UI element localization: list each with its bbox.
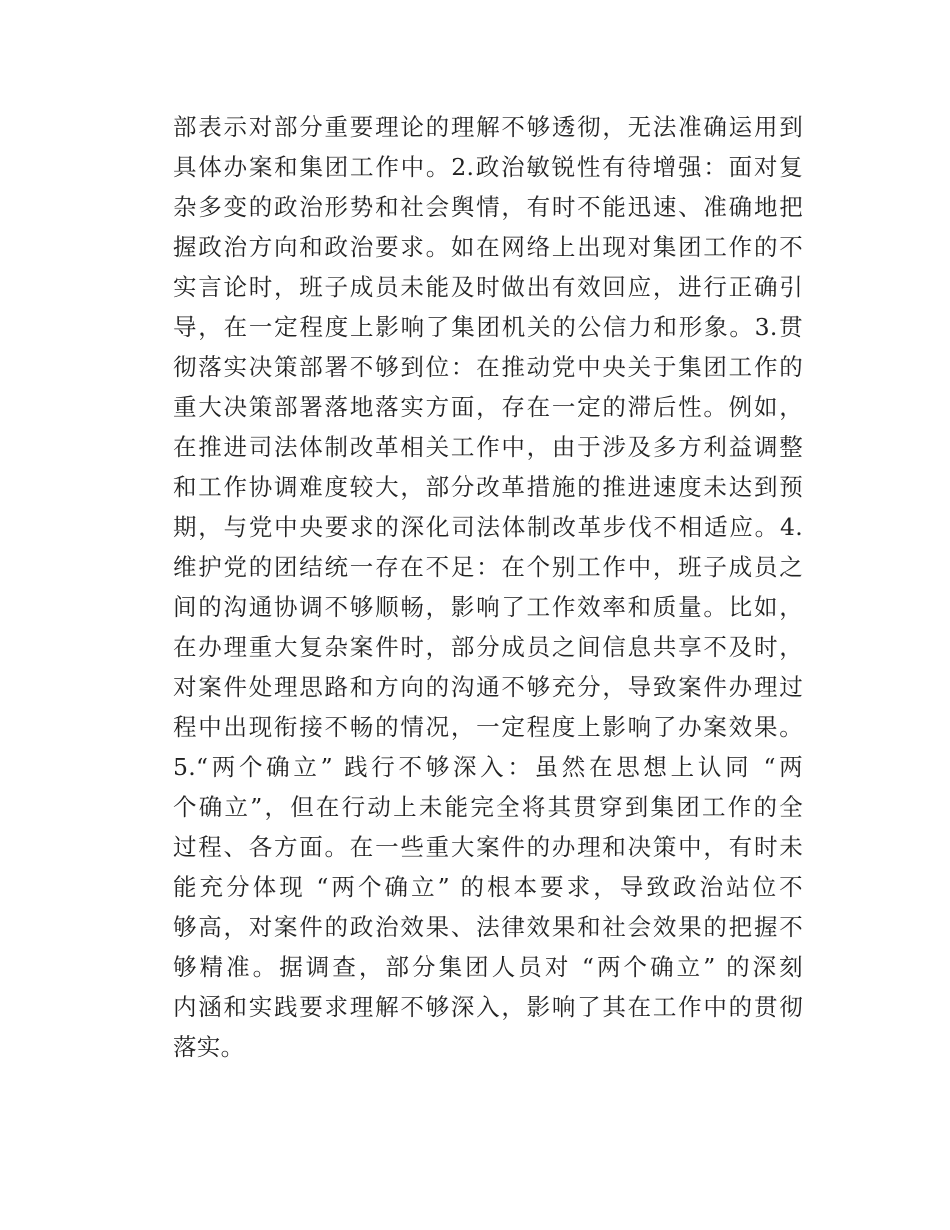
text-line: 和工作协调难度较大，部分改革措施的推进速度未达到预	[173, 473, 803, 501]
text-line: 维护党的团结统一存在不足：在个别工作中，班子成员之	[173, 553, 803, 581]
text-line: 对案件处理思路和方向的沟通不够充分，导致案件办理过	[173, 673, 803, 701]
text-line: 间的沟通协调不够顺畅，影响了工作效率和质量。比如，	[173, 593, 803, 621]
text-line: 够高，对案件的政治效果、法律效果和社会效果的把握不	[173, 913, 803, 941]
text-line: 5.“两个确立” 践行不够深入：虽然在思想上认同 “两	[173, 753, 803, 781]
text-line: 重大决策部署落地落实方面，存在一定的滞后性。例如，	[173, 393, 803, 421]
text-line: 实言论时，班子成员未能及时做出有效回应，进行正确引	[173, 273, 803, 301]
body-text	[173, 107, 803, 1067]
text-line: 期，与党中央要求的深化司法体制改革步伐不相适应。4.	[173, 513, 803, 541]
text-line: 内涵和实践要求理解不够深入，影响了其在工作中的贯彻	[173, 993, 803, 1021]
text-line: 杂多变的政治形势和社会舆情，有时不能迅速、准确地把	[173, 193, 803, 221]
text-line: 导，在一定程度上影响了集团机关的公信力和形象。3.贯	[173, 313, 803, 341]
text-line: 握政治方向和政治要求。如在网络上出现对集团工作的不	[173, 233, 803, 261]
text-line: 程中出现衔接不畅的情况，一定程度上影响了办案效果。	[173, 713, 803, 741]
text-line: 部表示对部分重要理论的理解不够透彻，无法准确运用到	[173, 113, 803, 141]
text-line: 落实。	[173, 1033, 245, 1061]
text-line: 在办理重大复杂案件时，部分成员之间信息共享不及时，	[173, 633, 803, 661]
text-line: 在推进司法体制改革相关工作中，由于涉及多方利益调整	[173, 433, 803, 461]
text-line: 过程、各方面。在一些重大案件的办理和决策中，有时未	[173, 833, 803, 861]
text-line: 能充分体现 “两个确立” 的根本要求，导致政治站位不	[173, 873, 803, 901]
text-line: 个确立”，但在行动上未能完全将其贯穿到集团工作的全	[173, 793, 803, 821]
text-line: 彻落实决策部署不够到位：在推动党中央关于集团工作的	[173, 353, 803, 381]
text-line: 具体办案和集团工作中。2.政治敏锐性有待增强：面对复	[173, 153, 803, 181]
text-line: 够精准。据调查，部分集团人员对 “两个确立” 的深刻	[173, 953, 803, 981]
